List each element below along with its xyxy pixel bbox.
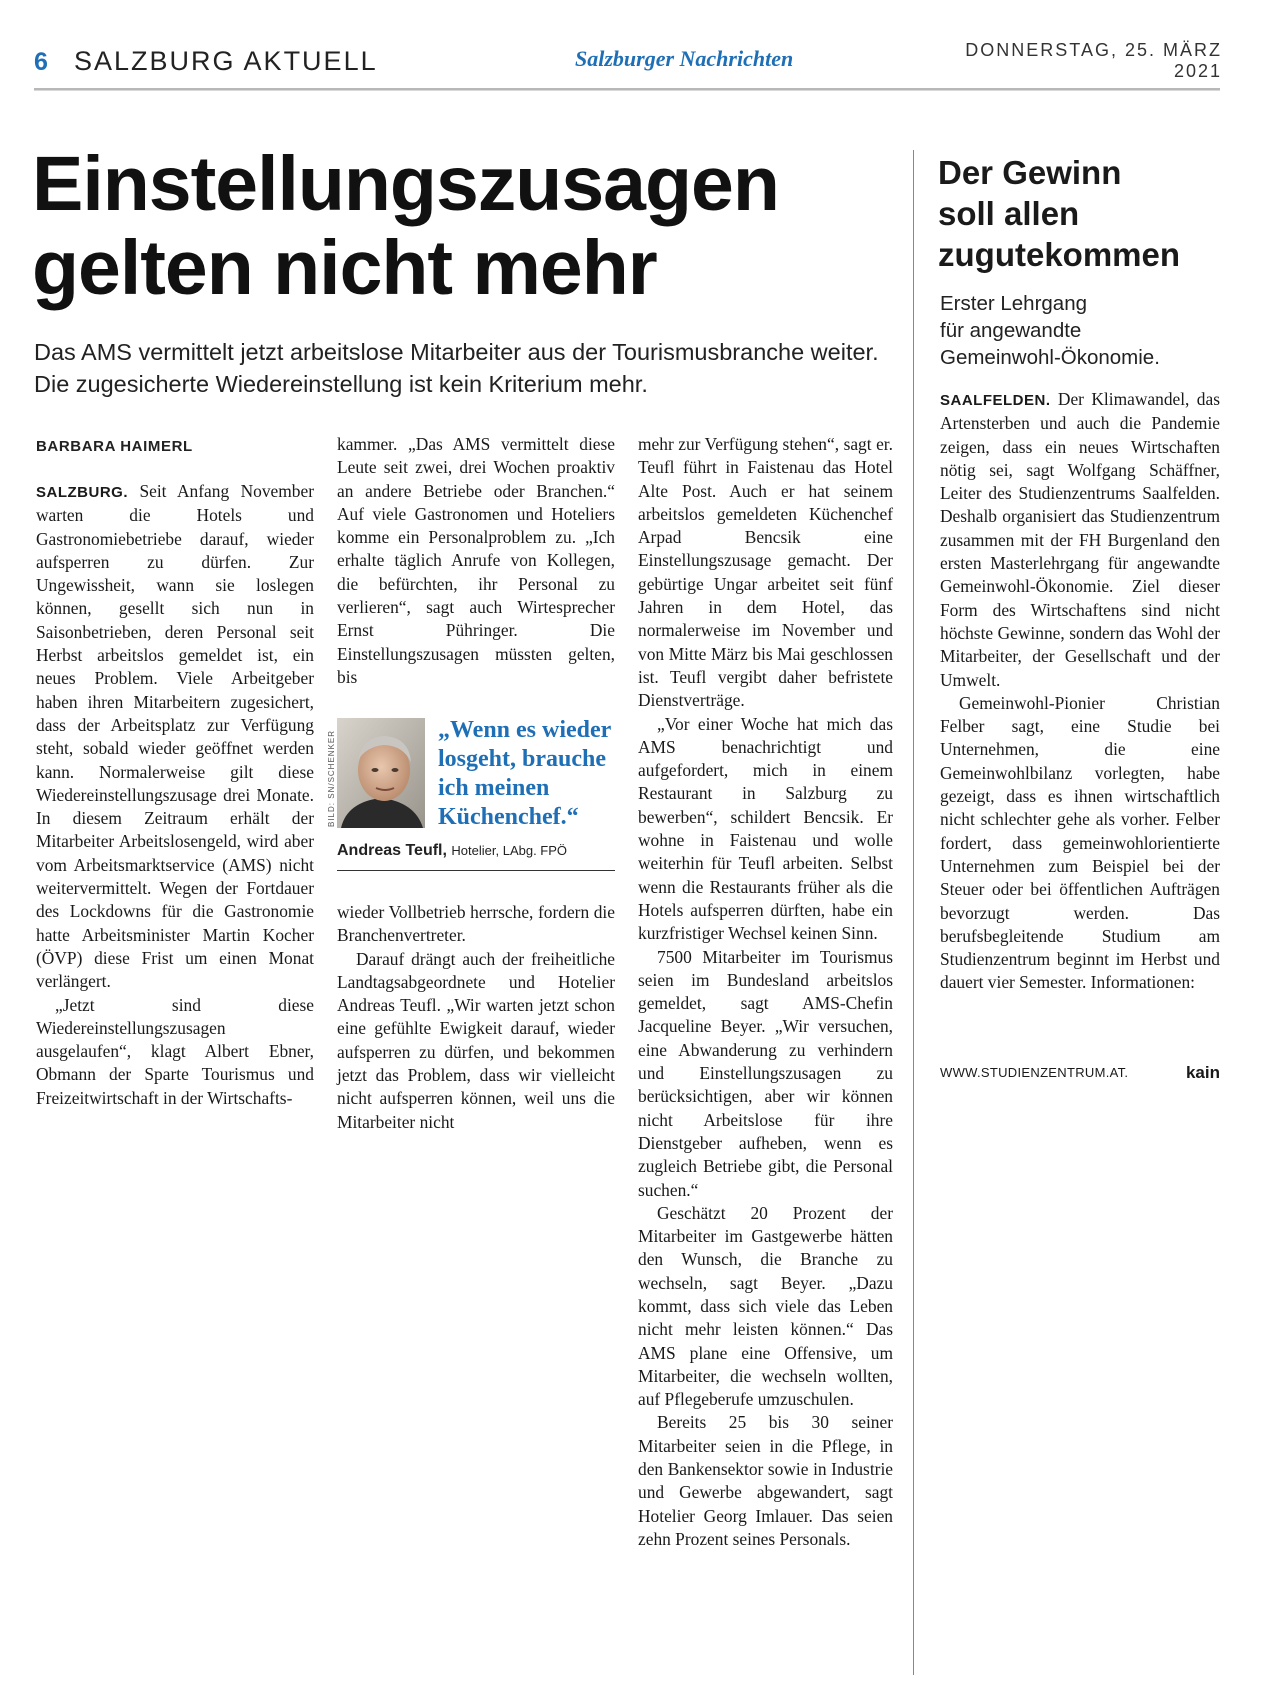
article-headline [32, 142, 882, 310]
article-column-1 [36, 480, 314, 1110]
photo-credit: BILD: SN/SCHENKER [327, 729, 336, 827]
quote-source-role: Hotelier, LAbg. FPÖ [451, 843, 568, 858]
sidebar-headline-line-2: soll allen [938, 195, 1080, 232]
quote-source [337, 842, 637, 860]
quote-source-name: Andreas Teufl, [337, 842, 447, 859]
sidebar-dateline: SAALFELDEN. [940, 392, 1051, 409]
paragraph: kammer. „Das AMS vermittelt diese Leute seit zwei, drei Wochen proaktiv an andere Betriebe oder Branchen.“ Auf viele Gastronomen und Hoteliers komme ein Personalproblem zu. „Ich erhalte täglich Anrufe von Kollegen, die befürchten, ihr Personal zu verlieren“, sagt auch Wirtesprecher Ernst Pühringer. Die Einstellungszusagen müssten gelten, bis [337, 434, 615, 687]
sidebar-divider [913, 150, 914, 1675]
sidebar-body [940, 388, 1220, 995]
sidebar-headline [938, 152, 1238, 275]
paragraph: 7500 Mitarbeiter im Tourismus seien im Bundesland arbeitslos gemeldet, sagt AMS-Chefin Jacqueline Beyer. „Wir versuchen, eine Abwanderung zu verhindern und Einstellungszusagen zu berücksichtigen, aber wir können nicht Arbeitslose für ihre Dienstgeber aufheben, wenn es zugleich Betriebe gibt, die Personal suchen.“ [638, 946, 893, 1200]
author-tag: kain [1185, 1063, 1220, 1082]
paragraph: Gemeinwohl-Pionier Christian Felber sagt, eine Studie bei Unternehmen, die eine Gemeinwohlbilanz vorlegten, habe gezeigt, dass es ihnen wirtschaftlich nicht schlechter gehe als vorher. Felber fordert, dass gemeinwohlorientierte Unternehmen zum Beispiel bei der Steuer oder bei öffentlichen Aufträgen bevorzugt werden. Das berufsbegleitende Studium am Studienzentrum beginnt im Herbst und dauert vier Semester. Informationen: [940, 692, 1220, 993]
paragraph [940, 388, 1220, 692]
sidebar-deck-line-1: Erster Lehrgang [940, 292, 1088, 315]
paragraph: wieder Vollbetrieb herrsche, fordern die Branchenvertreter. [337, 902, 615, 946]
sidebar-deck-line-2: für angewandte [940, 319, 1082, 342]
dateline: SALZBURG. [36, 484, 128, 501]
paragraph: Geschätzt 20 Prozent der Mitarbeiter im Gastgewerbe hätten den Wunsch, die Branche zu wechseln, sagt Beyer. „Dazu kommt, dass sich viele das Leben nicht mehr leisten können.“ Das AMS plane eine Offensive, um Mitarbeiter, die wechseln wollten, auf Pflegeberufe umzuschulen. [638, 1202, 893, 1410]
paragraph: Bereits 25 bis 30 seiner Mitarbeiter seien in die Pflege, in den Bankensektor sowie in Industrie und Gewerbe abgewandert, sagt Hotelier Georg Imlauer. Das seien zehn Prozent seines Personals. [638, 1412, 893, 1549]
section-title: SALZBURG AKTUELL [74, 46, 378, 76]
article-deck: Das AMS vermittelt jetzt arbeitslose Mitarbeiter aus der Tourismusbranche weiter. Die zugesicherte Wiedereinstellung ist kein Kriterium mehr. [34, 339, 879, 397]
newspaper-logo [575, 40, 805, 76]
header-divider [34, 88, 1220, 91]
issue-date: DONNERSTAG, 25. MÄRZ 2021 [965, 40, 1222, 81]
article-column-2-top [337, 433, 615, 689]
page-number: 6 [34, 48, 48, 76]
paragraph-text: Der Klimawandel, das Artensterben und auch die Pandemie zeigen, dass ein neues Wirtschaften nötig sei, sagt Wolfgang Schäffner, Leiter des Studienzentrums Saalfelden. Deshalb organisiert das Studienzentrum zusammen mit der FH Burgenland den ersten Masterlehrgang für angewandte Gemeinwohl-Ökonomie. Ziel dieser Form des Wirtschaftens sind nicht höchste Gewinne, sondern das Wohl der Mitarbeiter, der Gesellschaft und der Umwelt. [940, 389, 1220, 690]
sidebar-deck [940, 290, 1240, 371]
sidebar-headline-line-3: zugutekommen [938, 236, 1181, 273]
sidebar-link-line [940, 1065, 1220, 1082]
article-column-2-bottom [337, 901, 615, 1134]
paragraph-text: Seit Anfang November warten die Hotels und Gastronomiebetriebe darauf, wieder aufsperren zu dürfen. Zur Ungewissheit, wann sie loslegen können, gesellt sich nun in Saisonbetrieben, deren Personal seit Herbst arbeitslos gemeldet ist, ein neues Problem. Viele Arbeitgeber haben ihren Mitarbeitern zugesichert, dass der Arbeitsplatz zur Verfügung steht, sobald wieder geöffnet werden kann. Normalerweise gilt diese Wiedereinstellungszusage drei Monate. In diesem Zeitraum erhält der Mitarbeiter Arbeitslosengeld, wird aber vom Arbeitsmarktservice (AMS) nicht weitervermittelt. Wegen der Fortdauer des Lockdowns für die Gastronomie hatte Arbeitsminister Martin Kocher (ÖVP) diese Frist um einen Monat verlängert. [36, 481, 314, 992]
logo-text: Salzburger Nachrichten [575, 46, 794, 71]
article-column-3 [638, 433, 893, 1551]
info-url[interactable]: WWW.STUDIENZENTRUM.AT. [940, 1065, 1129, 1080]
paragraph [36, 480, 314, 994]
paragraph: mehr zur Verfügung stehen“, sagt er. Teufl führt in Faistenau das Hotel Alte Post. Auch er hat seinem arbeitslos gemeldeten Küchenchef Arpad Bencsik eine Einstellungszusage gemacht. Der gebürtige Ungar arbeitet seit fünf Jahren in dem Hotel, das normalerweise im November und von Mitte März bis Mai geschlossen ist. Teufl vergibt daher befristete Dienstverträge. [638, 434, 893, 711]
quote-divider [337, 870, 615, 871]
paragraph: „Vor einer Woche hat mich das AMS benachrichtigt und aufgefordert, mich in einem Restaurant in Salzburg zu bewerben“, schildert Bencsik. Er wohne in Faistenau und wolle weiterhin für Teufl arbeiten. Selbst wenn die Restaurants früher als die Hotels aufsperren dürften, habe ein kurzfristiger Wechsel keinen Sinn. [638, 713, 893, 944]
headline-line-1: Einstellungszusagen [32, 141, 779, 227]
headline-line-2: gelten nicht mehr [32, 225, 657, 311]
paragraph: Darauf drängt auch der freiheitliche Landtagsabgeordnete und Hotelier Andreas Teufl. „Wir warten jetzt schon eine gefühlte Ewigkeit darauf, wieder aufsperren zu dürfen, und bekommen jetzt das Problem, dass wir vielleicht nicht aufsperren können, weil uns die Mitarbeiter nicht [337, 948, 615, 1132]
sidebar-headline-line-1: Der Gewinn [938, 154, 1122, 191]
portrait-photo [337, 718, 425, 828]
byline: BARBARA HAIMERL [36, 438, 193, 455]
pull-quote: „Wenn es wieder losgeht, brauche ich meinen Küchenchef.“ [438, 717, 611, 830]
paragraph: „Jetzt sind diese Wiedereinstellungszusagen ausgelaufen“, klagt Albert Ebner, Obmann der Sparte Tourismus und Freizeitwirtschaft in der Wirtschafts- [36, 994, 314, 1108]
sidebar-deck-line-3: Gemeinwohl-Ökonomie. [940, 346, 1160, 369]
